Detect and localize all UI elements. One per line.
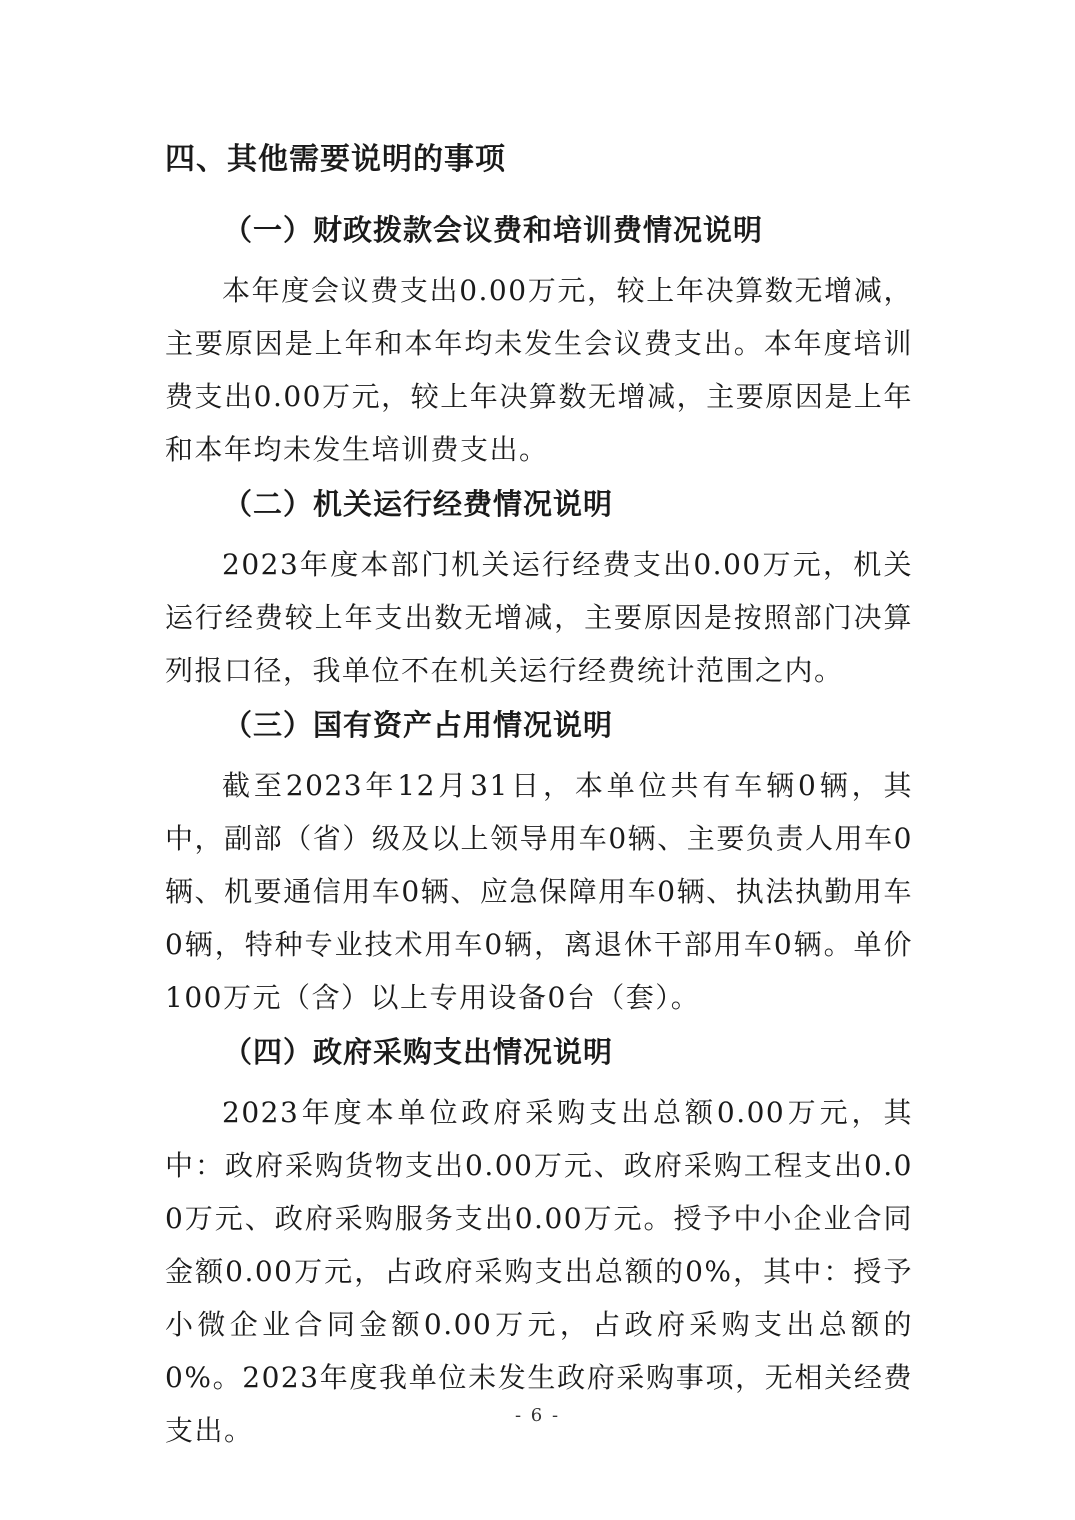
subsection-title-procurement: （四）政府采购支出情况说明: [223, 1035, 614, 1069]
paragraph-state-assets: 截至2023年12月31日，本单位共有车辆0辆，其中，副部（省）级及以上领导用车0辆、主要负责人用车0辆、机要通信用车0辆、应急保障用车0辆、执法执勤用车0辆，特种专业技术用车0辆，离退休干部用车0辆。单价100万元（含）以上专用设备0台（套）。: [165, 769, 913, 1014]
subsection-title-meeting-training: （一）财政拨款会议费和培训费情况说明: [223, 213, 764, 247]
subsection-title-operating-expenses: （二）机关运行经费情况说明: [223, 487, 614, 521]
section-heading: 四、其他需要说明的事项: [165, 142, 506, 177]
subsection-title-state-assets: （三）国有资产占用情况说明: [223, 708, 614, 742]
paragraph-meeting-training: 本年度会议费支出0.00万元，较上年决算数无增减，主要原因是上年和本年均未发生会议费支出。本年度培训费支出0.00万元，较上年决算数无增减，主要原因是上年和本年均未发生培训费支出。: [165, 274, 913, 466]
document-body: [165, 140, 913, 1461]
paragraph-operating-expenses: 2023年度本部门机关运行经费支出0.00万元，机关运行经费较上年支出数无增减，主要原因是按照部门决算列报口径，我单位不在机关运行经费统计范围之内。: [165, 548, 913, 687]
paragraph-procurement: 2023年度本单位政府采购支出总额0.00万元，其中：政府采购货物支出0.00万元、政府采购工程支出0.00万元、政府采购服务支出0.00万元。授予中小企业合同金额0.00万元，占政府采购支出总额的0%，其中：授予小微企业合同金额0.00万元，占政府采购支出总额的0%。2023年度我单位未发生政府采购事项，无相关经费支出。: [165, 1096, 913, 1447]
page-number: - 6 -: [514, 1405, 561, 1426]
